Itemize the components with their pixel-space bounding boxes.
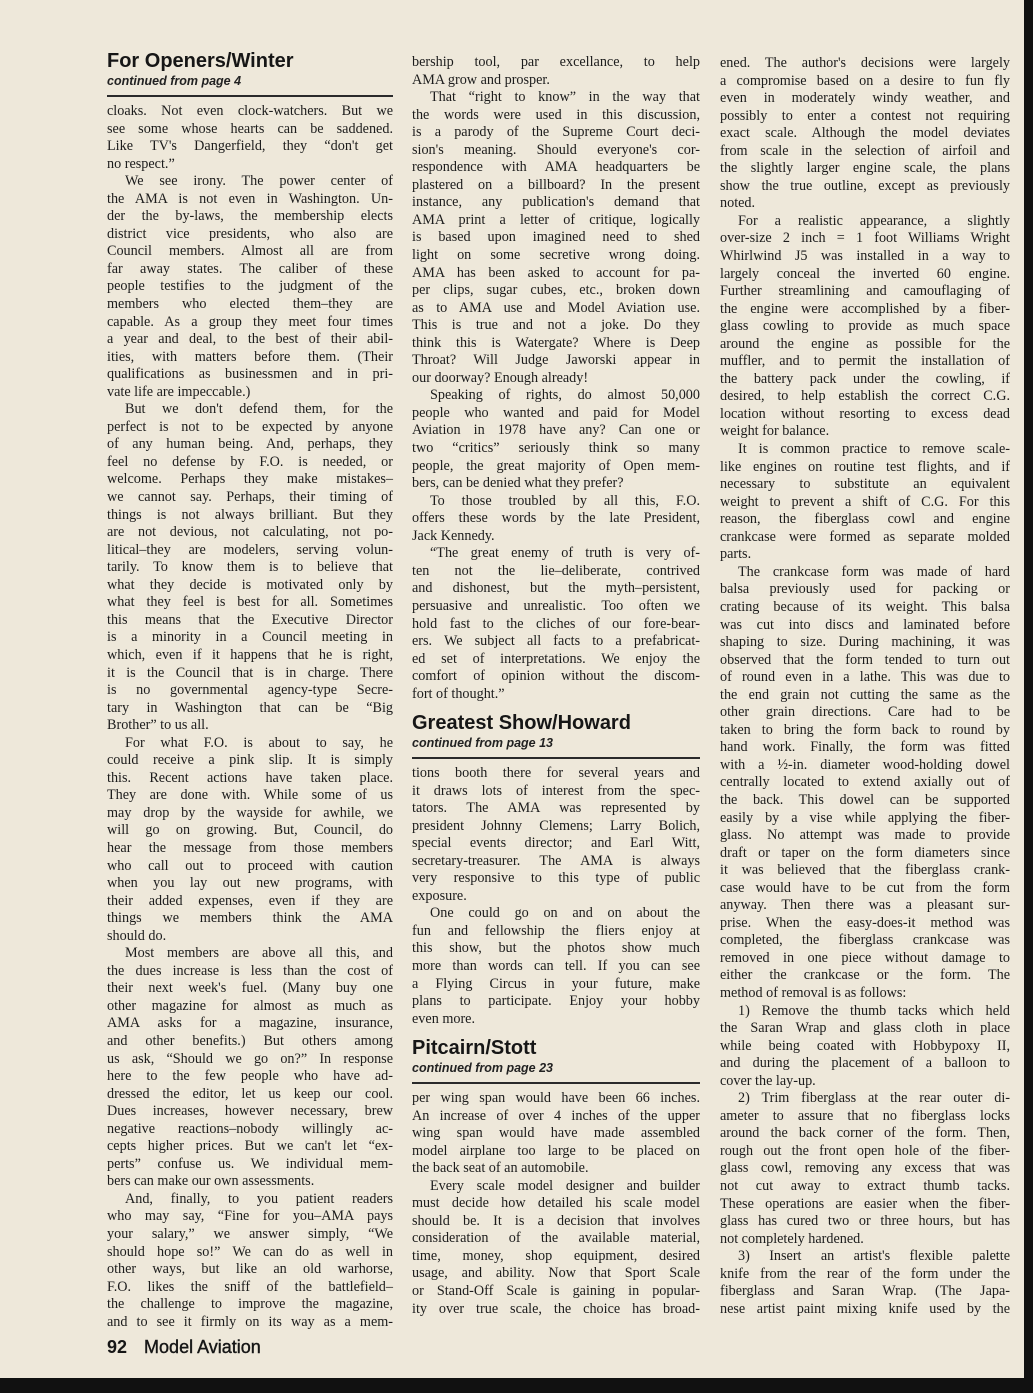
- text-line: should hope so!” We can do as well in: [107, 1243, 393, 1260]
- text-line: a Flying Circus in your future, make: [412, 975, 700, 992]
- text-line: hand work. Finally, the form was fitted: [720, 739, 1010, 756]
- text-line: are not devious, not calculating, not po-: [107, 524, 393, 541]
- text-line: muffler, and to permit the installation of: [720, 353, 1010, 370]
- text-line: It is common practice to remove scale-: [738, 441, 1010, 458]
- text-line: consideration of the available material,: [412, 1230, 700, 1247]
- text-line: wing span would have made assembled: [412, 1125, 700, 1142]
- section-divider: [412, 1082, 700, 1084]
- text-line: people testifies to the judgment of the: [107, 278, 393, 295]
- text-line: easily by a vise while applying the fiber-: [720, 809, 1010, 826]
- text-line: the challenge to improve the magazine,: [107, 1296, 393, 1313]
- text-line: Throat? Will Judge Jaworski appear in: [412, 352, 700, 369]
- paragraph: [107, 1191, 393, 1331]
- text-line: completed, the fiberglass crankcase was: [720, 932, 1010, 949]
- paragraph: [107, 945, 393, 1191]
- text-line: noted.: [720, 195, 756, 212]
- text-line: fort of thought.”: [412, 685, 505, 702]
- text-line: even more.: [412, 1010, 476, 1027]
- text-line: ameter to assure that no fiberglass locks: [720, 1107, 1010, 1124]
- text-line: ened. The author's decisions were largely: [720, 55, 1010, 71]
- article-section: [412, 1037, 700, 1318]
- text-line: feel no defense by F.O. is needed, or: [107, 453, 393, 470]
- continued-from-note: continued from page 13: [412, 736, 553, 750]
- text-line: could receive a pink slip. It is simply: [107, 752, 393, 769]
- text-line: usage, and ability. Now that Sport Scale: [412, 1265, 700, 1282]
- text-line: draft or taper on the form diameters since: [720, 844, 1010, 861]
- text-line: negative reactions–nobody willingly ac-: [107, 1120, 393, 1137]
- text-line: welcome. Perhaps they make mistakes–: [107, 471, 393, 488]
- section-heading: Pitcairn/Stott: [412, 1037, 537, 1059]
- paragraph: [720, 1248, 1010, 1318]
- text-line: per clips, sugar cubes, etc., broken down: [412, 282, 700, 299]
- text-line: AMA asks for a magazine, insurance,: [107, 1015, 393, 1032]
- text-line: should do.: [107, 927, 167, 944]
- text-line: knife from the rear of the form under the: [720, 1265, 1010, 1282]
- text-line: this means that the Executive Director: [107, 611, 393, 628]
- text-line: over-size 2 inch = 1 foot Williams Wright: [720, 230, 1010, 247]
- text-line: president Johnny Clemens; Larry Bolich,: [412, 817, 700, 834]
- text-line: who may say, “Fine for you–AMA pays: [107, 1208, 393, 1225]
- text-line: litical–they are modelers, serving volun-: [107, 541, 393, 558]
- text-line: it draws lots of interest from the spec-: [412, 782, 700, 799]
- paragraph: [412, 54, 700, 89]
- text-line: ities, with matters before them. (Their: [107, 348, 393, 365]
- text-line: around the engine as possible for the: [720, 335, 1010, 352]
- magazine-name: Model Aviation: [144, 1337, 261, 1357]
- text-line: the battery pack under the cowling, if: [720, 370, 1010, 387]
- text-line: capable. As a group they meet four times: [107, 313, 393, 330]
- text-line: respondence with AMA headquarters be: [412, 159, 700, 176]
- text-line: But we don't defend them, for the: [125, 401, 393, 418]
- text-line: the AMA is not even in Washington. Un-: [107, 190, 393, 207]
- text-line: either the crankcase or the form. The: [720, 967, 1010, 984]
- text-line: was cut into discs and laminated before: [720, 616, 1010, 633]
- text-line: crating because of its weight. This balsa: [720, 598, 1010, 615]
- text-line: qualifications as businessmen and in pri-: [107, 366, 393, 383]
- text-line: sion's meaning. Should everyone's cor-: [412, 141, 700, 158]
- text-line: is based upon imagined need to shed: [412, 229, 700, 246]
- paragraph: [720, 213, 1010, 441]
- text-line: light on some secretive wrong doing.: [412, 247, 700, 264]
- text-line: AMA grow and prosper.: [412, 71, 550, 88]
- text-line: it was believed that the fiberglass crank-: [720, 862, 1010, 879]
- text-line: a year and deal, to the best of their abil-: [107, 331, 393, 348]
- text-line: here to the few people who have ad-: [107, 1068, 393, 1085]
- text-line: hear the message from those members: [107, 839, 393, 856]
- text-line: cover the lay-up.: [720, 1072, 816, 1089]
- text-line: even in moderately windy weather, and: [720, 90, 1010, 107]
- text-line: see some whose hearts can be saddened.: [107, 120, 393, 137]
- text-line: F.O. likes the sniff of the battlefield–: [107, 1278, 393, 1295]
- text-line: And, finally, to you patient readers: [125, 1190, 393, 1207]
- text-line: members who elected them–they are: [107, 296, 393, 313]
- article-section: [412, 712, 700, 1028]
- text-line: AMA has been asked to account for pa-: [412, 264, 700, 281]
- text-line: and to see it firmly on its way as a mem-: [107, 1313, 393, 1330]
- text-line: weight for balance.: [720, 423, 830, 440]
- text-line: very responsive to this type of public: [412, 870, 700, 887]
- text-line: Aviation in 1978 have any? Can one or: [412, 422, 700, 439]
- text-line: tary in Washington that can be “Big: [107, 699, 393, 716]
- text-line: other ways, but like an old warhorse,: [107, 1261, 393, 1278]
- text-line: glass. No attempt was made to provide: [720, 827, 1010, 844]
- text-line: while being coated with Hobbypoxy II,: [720, 1037, 1010, 1054]
- text-line: Every scale model designer and builder: [430, 1177, 700, 1194]
- text-line: tions booth there for several years and: [412, 765, 700, 781]
- paragraph: [107, 173, 393, 401]
- text-line: not cut away to extract thumb tacks.: [720, 1178, 1010, 1194]
- text-line: That “right to know” in the way that: [430, 89, 700, 106]
- text-line: the dues increase is less than the cost of: [107, 962, 393, 979]
- text-line: Speaking of rights, do almost 50,000: [430, 387, 700, 404]
- text-line: glass has cured two or three hours, but has: [720, 1213, 1010, 1230]
- text-line: other magazine for almost as much as: [107, 997, 393, 1014]
- text-line: secretary-treasurer. The AMA is always: [412, 852, 700, 869]
- text-line: other grain directions. Care had to be: [720, 704, 1010, 721]
- text-line: no respect.”: [107, 155, 175, 172]
- text-line: from scale in the selection of airfoil and: [720, 142, 1010, 159]
- text-line: fiberglass and Saran Wrap. (The Japa-: [720, 1283, 1010, 1300]
- text-line: as to AMA use and Model Aviation use.: [412, 299, 700, 316]
- text-line: 1) Remove the thumb tacks which held: [738, 1002, 1010, 1019]
- text-line: AMA print a letter of critique, logically: [412, 211, 700, 228]
- text-line: may drop by the wayside for awhile, we: [107, 804, 393, 821]
- text-line: plans to participate. Enjoy your hobby: [412, 993, 700, 1010]
- text-line: anyway. Then there was a pleasant sur-: [720, 897, 1010, 914]
- text-line: people who wanted and paid for Model: [412, 404, 700, 421]
- paragraph: [412, 905, 700, 1028]
- text-line: comfort of opinion without the discom-: [412, 668, 700, 685]
- text-line: and during the placement of a balloon to: [720, 1055, 1010, 1072]
- text-line: Council members. Almost all are from: [107, 243, 393, 260]
- text-line: prise. When the easy-does-it method was: [720, 914, 1010, 931]
- text-line: removed in one piece without damage to: [720, 949, 1010, 966]
- text-line: two “critics” seriously think so many: [412, 440, 700, 457]
- text-line: us ask, “Should we go on?” In response: [107, 1050, 393, 1067]
- text-line: will go on growing. But, Council, do: [107, 822, 393, 839]
- text-line: is a parody of the Supreme Court deci-: [412, 124, 700, 141]
- section-heading: Greatest Show/Howard: [412, 712, 631, 734]
- text-line: people, the great majority of Open mem-: [412, 457, 700, 474]
- text-line: special events director; and Earl Witt,: [412, 835, 700, 852]
- text-line: must decide how detailed his scale model: [412, 1195, 700, 1212]
- text-line: show the true outline, except as previously: [720, 177, 1010, 194]
- paragraph: [412, 89, 700, 387]
- text-line: the Saran Wrap and glass cloth in place: [720, 1020, 1010, 1037]
- page-footer: [107, 1337, 261, 1358]
- text-line: the back seat of an automobile.: [412, 1160, 589, 1177]
- text-line: rough out the front open hole of the fiber-: [720, 1142, 1010, 1159]
- text-line: method of removal is as follows:: [720, 984, 907, 1001]
- text-line: instance, any publication's demand that: [412, 194, 700, 211]
- text-line: “The great enemy of truth is very of-: [430, 545, 700, 562]
- text-line: weight to prevent a shift of C.G. For this: [720, 493, 1010, 510]
- text-line: not completely hardened.: [720, 1230, 864, 1247]
- text-line: They are done with. While some of us: [107, 787, 393, 804]
- text-line: centrally located to extend axially out of: [720, 774, 1010, 791]
- paragraph: [412, 1090, 700, 1178]
- text-line: tarily. To know them is to believe that: [107, 559, 393, 576]
- text-line: per wing span would have been 66 inches.: [412, 1090, 700, 1106]
- text-line: like engines on routine test flights, and if: [720, 458, 1010, 475]
- text-line: things is not always brilliant. But they: [107, 506, 393, 523]
- section-heading: For Openers/Winter: [107, 50, 294, 72]
- text-line: bers can make our own assessments.: [107, 1173, 315, 1190]
- text-line: and dishonest, but the myth–persistent,: [412, 580, 700, 597]
- text-line: exposure.: [412, 887, 467, 904]
- text-line: location without resorting to excess dead: [720, 405, 1010, 422]
- continued-from-note: continued from page 23: [412, 1061, 553, 1075]
- text-line: it is the Council that is in charge. There: [107, 664, 393, 681]
- text-line: Most members are above all this, and: [125, 945, 393, 962]
- text-line: should be. It is a decision that involves: [412, 1212, 700, 1229]
- text-line: necessary to substitute an equivalent: [720, 476, 1010, 493]
- text-line: To those troubled by all this, F.O.: [430, 492, 700, 509]
- section-divider: [412, 757, 700, 759]
- text-line: balsa previously used for packing or: [720, 581, 1010, 598]
- text-line: the back. This dowel can be supported: [720, 791, 1010, 808]
- text-line: their added expenses, even if they are: [107, 892, 393, 909]
- text-line: think this is Watergate? Where is Deep: [412, 334, 700, 351]
- text-line: what they feel is best for all. Sometimes: [107, 594, 393, 611]
- text-line: reason, the fiberglass cowl and engine: [720, 511, 1010, 528]
- text-line: nese artist paint mixing knife used by the: [720, 1300, 1010, 1317]
- text-line: desired, to help establish the correct C.G.: [720, 388, 1010, 405]
- paragraph: [412, 545, 700, 703]
- text-line: the engine were accomplished by a fiber-: [720, 300, 1010, 317]
- text-line: model airplane too large to be placed on: [412, 1142, 700, 1159]
- text-line: things we members think the AMA: [107, 910, 393, 927]
- text-line: when you lay out new programs, with: [107, 875, 393, 892]
- article-continuation: [412, 54, 700, 703]
- text-line: district vice presidents, who also are: [107, 225, 393, 242]
- text-line: bership tool, par excellance, to help: [412, 54, 700, 70]
- text-line: our doorway? Enough already!: [412, 369, 589, 386]
- text-line: ity over true scale, the choice has broad-: [412, 1300, 700, 1317]
- text-line: ers. We subject all facts to a prefabricat-: [412, 633, 700, 650]
- text-line: persuasive and unrealistic. Too often we: [412, 597, 700, 614]
- text-line: exact scale. Although the model deviates: [720, 125, 1010, 142]
- text-line: An increase of over 4 inches of the upper: [412, 1107, 700, 1124]
- text-line: of round even in a lathe. This was due to: [720, 669, 1010, 686]
- text-line: fun and fellowship the fliers enjoy at: [412, 922, 700, 939]
- text-line: For a realistic appearance, a slightly: [738, 212, 1010, 229]
- text-line: crankcase were formed as separate molded: [720, 528, 1010, 545]
- text-line: glass cowling to provide as much space: [720, 318, 1010, 335]
- page-number: 92: [107, 1337, 128, 1357]
- text-line: the slightly larger engine scale, the plans: [720, 160, 1010, 177]
- text-line: case would have to be cut from the form: [720, 879, 1010, 896]
- text-line: this show, but the photos show much: [412, 940, 700, 957]
- text-line: we cannot say. Perhaps, their timing of: [107, 489, 393, 506]
- text-line: possibly to enter a contest not requiring: [720, 107, 1010, 124]
- text-line: is a minority in a Council meeting in: [107, 629, 393, 646]
- text-line: ten not the lie–deliberate, contrived: [412, 562, 700, 579]
- paragraph: [412, 765, 700, 905]
- paragraph: [720, 55, 1010, 213]
- text-line: der the by-laws, the membership elects: [107, 208, 393, 225]
- article-continuation: [720, 55, 1010, 1318]
- text-line: the words were used in this discussion,: [412, 106, 700, 123]
- text-line: 2) Trim fiberglass at the rear outer di-: [738, 1090, 1010, 1107]
- text-line: their next week's fuel. (Many buy one: [107, 980, 393, 997]
- paragraph: [412, 387, 700, 492]
- text-line: the end grain not cutting the same as the: [720, 686, 1010, 703]
- text-line: tators. The AMA was represented by: [412, 800, 700, 817]
- paragraph: [720, 564, 1010, 1003]
- text-line: far away states. The caliber of these: [107, 260, 393, 277]
- text-line: around the back corner of the form. Then,: [720, 1125, 1010, 1142]
- article-section: [107, 50, 393, 1331]
- text-line: and other benefits.) But others among: [107, 1032, 393, 1049]
- text-line: what they decide is motivated only by: [107, 576, 393, 593]
- text-line: vate life are impeccable.): [107, 383, 251, 400]
- text-line: hold fast to the cliches of our fore-bear-: [412, 615, 700, 632]
- text-line: bers, can be denied what they prefer?: [412, 475, 624, 492]
- paragraph: [107, 103, 393, 173]
- text-line: your salary,” we answer simply, “We: [107, 1226, 393, 1242]
- paragraph: [412, 493, 700, 546]
- text-line: 3) Insert an artist's flexible palette: [738, 1248, 1010, 1265]
- text-line: or Stand-Off Scale is gaining in popular-: [412, 1283, 700, 1300]
- text-line: is no governmental agency-type Secre-: [107, 682, 393, 699]
- text-line: offers these words by the late President,: [412, 510, 700, 527]
- paragraph: [720, 1090, 1010, 1248]
- text-line: plastered on a billboard? In the present: [412, 176, 700, 193]
- text-line: For what F.O. is about to say, he: [125, 734, 393, 751]
- paragraph: [107, 401, 393, 734]
- text-line: These operations are easier when the fiber-: [720, 1195, 1010, 1212]
- text-line: dressed the editor, let us keep our cool.: [107, 1085, 393, 1102]
- text-line: Whirlwind J5 was installed in a way to: [720, 248, 1010, 265]
- text-line: Brother” to us all.: [107, 717, 209, 734]
- text-line: One could go on and on about the: [430, 905, 700, 922]
- text-line: perfect is not to be expected by anyone: [107, 418, 393, 435]
- text-line: cepts higher prices. But we can't let “ex-: [107, 1138, 393, 1155]
- paragraph: [412, 1178, 700, 1318]
- text-line: Dues increases, however necessary, brew: [107, 1103, 393, 1120]
- text-line: This is true and not a joke. Do they: [412, 317, 700, 334]
- text-line: perts” confuse us. We individual mem-: [107, 1155, 393, 1172]
- text-line: ed set of interpretations. We enjoy the: [412, 650, 700, 667]
- text-line: which, even if it happens that he is right,: [107, 646, 393, 663]
- text-line: time, money, shop equipment, desired: [412, 1247, 700, 1264]
- text-line: cloaks. Not even clock-watchers. But we: [107, 103, 393, 119]
- text-line: taken to bring the form back to round by: [720, 721, 1010, 738]
- text-line: who call out to proceed with caution: [107, 857, 393, 874]
- continued-from-note: continued from page 4: [107, 74, 242, 88]
- text-line: glass cowl, removing any excess that was: [720, 1160, 1010, 1177]
- text-line: observed that the form tended to turn out: [720, 651, 1010, 668]
- paragraph: [720, 1003, 1010, 1091]
- paragraph: [720, 441, 1010, 564]
- text-line: shaping to size. During machining, it was: [720, 634, 1010, 651]
- text-line: Further streamlining and camouflaging of: [720, 283, 1010, 300]
- text-line: The crankcase form was made of hard: [738, 563, 1010, 580]
- text-line: We see irony. The power center of: [125, 173, 393, 190]
- paragraph: [107, 735, 393, 946]
- text-line: a compromise based on a desire to fun fly: [720, 72, 1010, 89]
- text-line: of any human being. And, perhaps, they: [107, 436, 393, 453]
- text-line: more than words can tell. If you can see: [412, 958, 700, 975]
- text-line: Jack Kennedy.: [412, 527, 495, 544]
- text-line: largely conceal the inverted 60 engine.: [720, 265, 1010, 282]
- text-line: parts.: [720, 546, 752, 563]
- text-line: Like TV's Dangerfield, they “don't get: [107, 138, 393, 155]
- text-line: with a ½-in. diameter wood-holding dowel: [720, 756, 1010, 773]
- text-line: this. Recent actions have taken place.: [107, 769, 393, 786]
- section-divider: [107, 95, 393, 97]
